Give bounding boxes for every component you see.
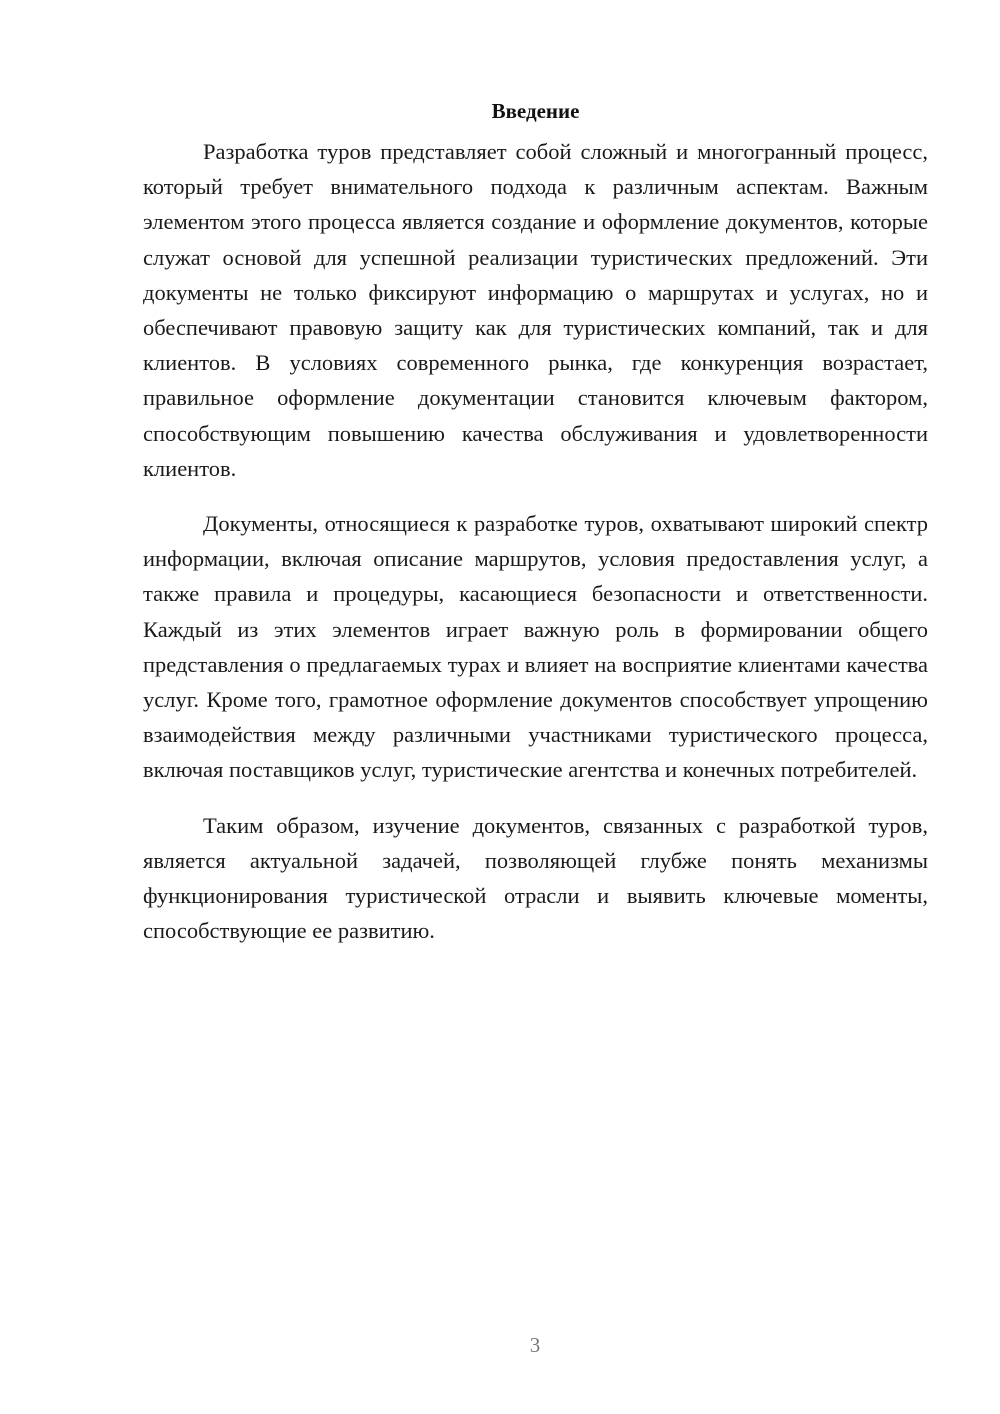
page-content bbox=[143, 96, 928, 948]
paragraph-2: Документы, относящиеся к разработке туров, охватывают широкий спектр информации, включая описание маршрутов, условия предоставления услуг, а также правила и процедуры, касающиеся безопасности и ответственности. Каждый из этих элементов играет важную роль в формировании общего представления о предлагаемых турах и влияет на восприятие клиентами качества услуг. Кроме того, грамотное оформление документов способствует упрощению взаимодействия между различными участниками туристического процесса, включая поставщиков услуг, туристические агентства и конечных потребителей. bbox=[143, 511, 928, 783]
page-number: 3 bbox=[529, 1333, 541, 1357]
paragraph-1: Разработка туров представляет собой сложный и многогранный процесс, который требует внимательного подхода к различным аспектам. Важным элементом этого процесса является создание и оформление документов, которые служат основой для успешной реализации туристических предложений. Эти документы не только фиксируют информацию о маршрутах и услугах, но и обеспечивают правовую защиту как для туристических компаний, так и для клиентов. В условиях современного рынка, где конкуренция возрастает, правильное оформление документации становится ключевым фактором, способствующим повышению качества обслуживания и удовлетворенности клиентов. bbox=[143, 139, 928, 481]
section-title: Введение bbox=[491, 99, 580, 123]
paragraph-3: Таким образом, изучение документов, связанных с разработкой туров, является актуальной задачей, позволяющей глубже понять механизмы функционирования туристической отрасли и выявить ключевые моменты, способствующие ее развитию. bbox=[143, 812, 928, 944]
